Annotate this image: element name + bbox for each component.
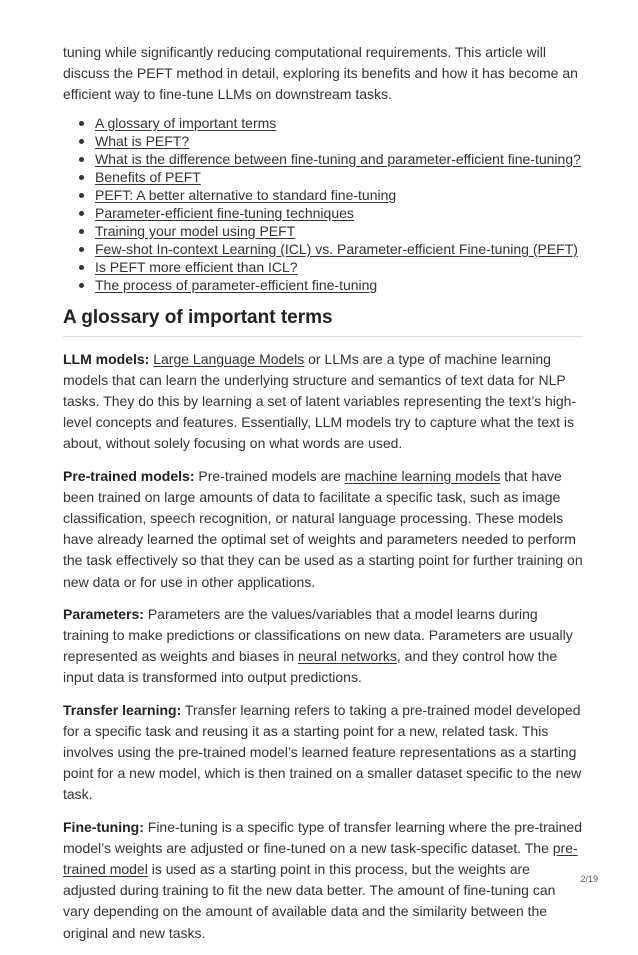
machine-learning-models-link[interactable]: machine learning models — [344, 467, 501, 484]
toc-item — [75, 204, 583, 222]
bullet-icon — [79, 229, 84, 234]
large-language-models-link[interactable]: Large Language Models — [153, 350, 305, 367]
toc-item — [75, 150, 583, 168]
glossary-entry-parameters — [63, 604, 583, 689]
toc-item — [75, 186, 583, 204]
toc-item — [75, 168, 583, 186]
glossary-entry-fine-tuning — [63, 817, 583, 944]
entry-text: is used as a starting point in this process, but the weights are adjusted during training to fit the new data better. The amount of fine-tuning can vary depending on the amount of available data and the similarity between the original and new tasks. — [63, 861, 556, 941]
glossary-entry-pretrained — [63, 466, 583, 593]
bullet-icon — [79, 121, 84, 126]
bullet-icon — [79, 265, 84, 270]
term-label: Parameters: — [63, 605, 144, 622]
entry-text: that have been trained on large amounts of data to facilitate a specific task, such as image classification, speech recognition, or natural language processing. These models have already learned the optimal set of weights and parameters needed to perform the task effectively so that they can be used as a starting point for further training on new data or for use in other applications. — [63, 467, 583, 590]
bullet-icon — [79, 283, 84, 288]
entry-text: Fine-tuning is a specific type of transfer learning where the pre-trained model’s weights are adjusted or fine-tuned on a new task-specific dataset. The — [63, 818, 582, 856]
toc-link-difference[interactable]: What is the difference between fine-tuning and parameter-efficient fine-tuning? — [95, 150, 581, 167]
toc-link-training[interactable]: Training your model using PEFT — [95, 222, 296, 239]
glossary-entry-transfer-learning — [63, 700, 583, 806]
term-label: LLM models: — [63, 350, 150, 367]
toc-item — [75, 258, 583, 276]
toc-link-more-efficient[interactable]: Is PEFT more efficient than ICL? — [95, 258, 298, 275]
entry-text: Transfer learning refers to taking a pre-trained model developed for a specific task and reusing it as a starting point for a new, related task. This involves using the pre-trained model’s learned feature representations as a starting point for a new model, which is then trained on a smaller dataset specific to the new task. — [63, 701, 582, 803]
bullet-icon — [79, 157, 84, 162]
intro-paragraph: tuning while significantly reducing computational requirements. This article will discuss the PEFT method in detail, exploring its benefits and how it has become an efficient way to fine-tune LLMs on downstream tasks. — [63, 44, 578, 103]
bullet-icon — [79, 247, 84, 252]
entry-text: , and they control how the input data is transformed into output predictions. — [63, 648, 558, 686]
term-label: Transfer learning: — [63, 701, 182, 718]
toc-link-what-is-peft[interactable]: What is PEFT? — [95, 132, 190, 149]
entry-text: Pre-trained models are — [194, 467, 345, 484]
document-page — [63, 42, 583, 955]
bullet-icon — [79, 175, 84, 180]
pre-trained-model-link[interactable]: pre-trained model — [63, 839, 578, 878]
entry-text: or LLMs are a type of machine learning models that can learn the underlying structure and semantics of text data for NLP tasks. They do this by learning a set of latent variables representing the text’s high-level concepts and features. Essentially, LLM models try to capture what the text is about, without solely focusing on what words are used. — [63, 350, 577, 452]
page-number: 2/19 — [580, 874, 598, 884]
toc-link-better-alternative[interactable]: PEFT: A better alternative to standard fine-tuning — [95, 186, 397, 203]
section-heading: A glossary of important terms — [63, 306, 583, 337]
entry-text: Parameters are the values/variables that a model learns during training to make predictions or classifications on new data. Parameters are usually represented as weights and biases in — [63, 605, 573, 665]
table-of-contents — [63, 114, 583, 294]
toc-item — [75, 132, 583, 150]
bullet-icon — [79, 193, 84, 198]
term-label: Pre-trained models: — [63, 467, 195, 484]
toc-link-techniques[interactable]: Parameter-efficient fine-tuning techniques — [95, 204, 354, 221]
bullet-icon — [79, 139, 84, 144]
toc-item — [75, 276, 583, 294]
toc-link-glossary[interactable]: A glossary of important terms — [95, 114, 277, 131]
glossary-entry-llm — [63, 349, 583, 455]
neural-networks-link[interactable]: neural networks — [298, 648, 397, 665]
term-label: Fine-tuning: — [63, 818, 144, 835]
bullet-icon — [79, 211, 84, 216]
toc-item — [75, 240, 583, 258]
toc-item — [75, 222, 583, 240]
toc-link-icl-vs-peft[interactable]: Few-shot In-context Learning (ICL) vs. Parameter-efficient Fine-tuning (PEFT) — [95, 240, 578, 257]
toc-link-process[interactable]: The process of parameter-efficient fine-tuning — [95, 276, 378, 293]
toc-item — [75, 114, 583, 132]
toc-link-benefits[interactable]: Benefits of PEFT — [95, 168, 201, 185]
